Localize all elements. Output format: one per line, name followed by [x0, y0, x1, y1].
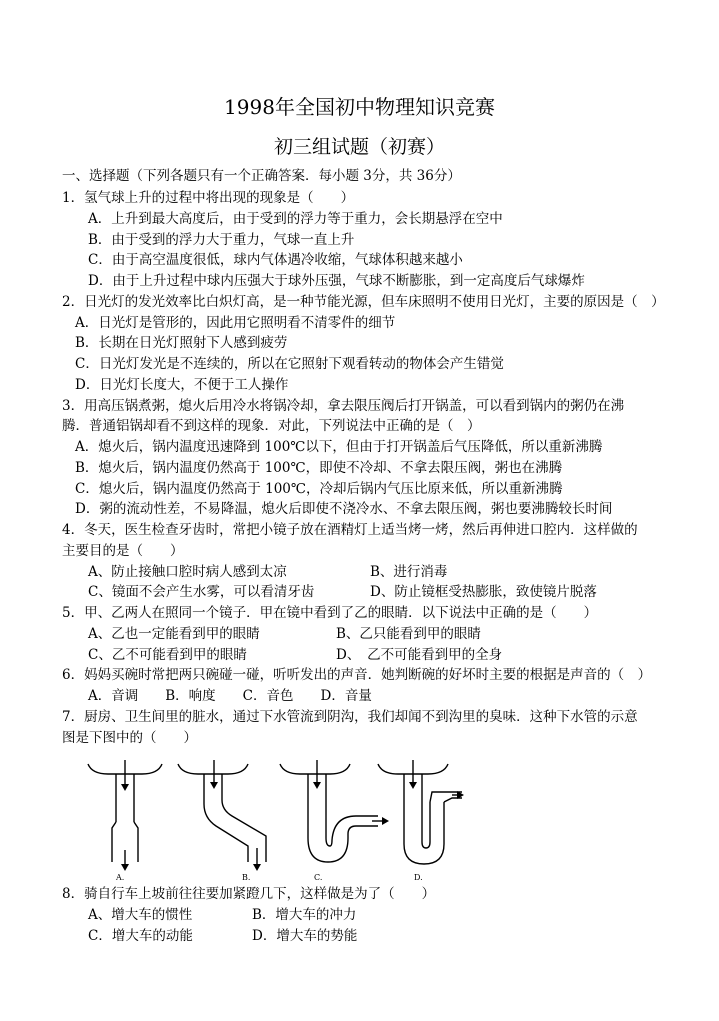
q2-option-a: A．日光灯是管形的，因此用它照明看不清零件的细节	[75, 315, 396, 331]
q2-stem: 2．日光灯的发光效率比白炽灯高，是一种节能光源，但车床照明不使用日光灯，主要的原因是（ ）	[62, 294, 665, 310]
q2-option-c: C．日光灯发光是不连续的，所以在它照射下观看转动的物体会产生错觉	[75, 356, 504, 372]
q7-stem-line1: 7．厨房、卫生间里的脏水，通过下水管流到阴沟，我们却闻不到沟里的臭味．这种下水管的示意	[62, 709, 638, 725]
q1-option-b: B．由于受到的浮力大于重力，气球一直上升	[88, 232, 355, 248]
q3-option-c: C．熄火后，锅内温度仍然高于 100℃，冷却后锅内气压比原来低，所以重新沸腾	[75, 481, 563, 497]
q8-option-a: A、增大车的惯性	[88, 907, 193, 923]
q5-option-d: D、 乙不可能看到甲的全身	[336, 647, 503, 663]
q4-option-d: D、防止镜框受热膨胀，致使镜片脱落	[370, 584, 597, 600]
q7-stem-line2: 图是下图中的（ ）	[62, 730, 197, 746]
q8-option-c: C．增大车的动能	[88, 928, 193, 944]
q1-option-c: C．由于高空温度很低，球内气体遇冷收缩，气球体积越来越小	[88, 252, 463, 268]
q8-stem: 8．骑自行车上坡前往往要加紧蹬几下，这样做是为了（ ）	[62, 886, 436, 902]
q3-option-d: D．粥的流动性差，不易降温，熄火后即使不浇冷水、不拿去限压阀，粥也要沸腾较长时间	[75, 501, 613, 517]
q5-option-c: C、乙不可能看到甲的眼睛	[88, 647, 247, 663]
q6-options: A．音调 B．响度 C．音色 D．音量	[88, 688, 372, 704]
q4-stem-line2: 主要目的是（ ）	[62, 543, 184, 559]
pipe-d-label: D.	[414, 873, 423, 882]
q4-option-b: B、进行消毒	[370, 564, 448, 580]
q3-option-a: A．熄火后，锅内温度迅速降到 100℃以下，但由于打开锅盖后气压降低，所以重新沸腾	[75, 439, 603, 455]
q3-stem-line1: 3．用高压锅煮粥，熄火后用冷水将锅冷却，拿去限压阀后打开锅盖，可以看到锅内的粥仍在沸	[62, 398, 625, 414]
q8-option-b: B．增大车的冲力	[252, 907, 357, 923]
pipe-b-label: B.	[242, 873, 251, 882]
q1-option-a: A．上升到最大高度后，由于受到的浮力等于重力，会长期悬浮在空中	[88, 211, 503, 227]
pipe-d	[378, 760, 464, 882]
q5-option-b: B、乙只能看到甲的眼睛	[336, 626, 481, 642]
page-subtitle: 初三组试题（初赛）	[273, 136, 445, 158]
q4-option-c: C、镜面不会产生水雾，可以看清牙齿	[88, 584, 315, 600]
q2-option-b: B．长期在日光灯照射下人感到疲劳	[75, 335, 288, 351]
q1-stem: 1．氢气球上升的过程中将出现的现象是（ ）	[62, 190, 355, 206]
q2-option-d: D．日光灯长度大，不便于工人操作	[75, 377, 289, 393]
pipe-a-label: A.	[116, 873, 125, 882]
pipe-b	[178, 760, 266, 882]
q5-option-a: A、乙也一定能看到甲的眼睛	[88, 626, 260, 642]
q4-stem-line1: 4．冬天，医生检查牙齿时，常把小镜子放在酒精灯上适当烤一烤，然后再伸进口腔内．这样做的	[62, 522, 638, 538]
q8-option-d: D．增大车的势能	[252, 928, 358, 944]
q3-stem-line2: 腾．普通铝锅却看不到这样的现象．对此，下列说法中正确的是（ ）	[62, 418, 481, 434]
pipe-a	[88, 760, 162, 882]
q1-option-d: D．由于上升过程中球内压强大于球外压强，气球不断膨胀，到一定高度后气球爆炸	[88, 273, 585, 289]
page-title: 1998年全国初中物理知识竞赛	[224, 95, 495, 119]
q6-stem: 6．妈妈买碗时常把两只碗碰一碰，听听发出的声音．她判断碗的好坏时主要的根据是声音的（ ）	[62, 667, 652, 683]
section-heading: 一、选择题（下列各题只有一个正确答案．每小题 3分，共 36分）	[62, 168, 461, 184]
pipe-c-label: C.	[314, 873, 323, 882]
q4-option-a: A、防止接触口腔时病人感到太凉	[88, 564, 287, 580]
drain-pipe-diagram	[86, 758, 466, 882]
q5-stem: 5．甲、乙两人在照同一个镜子．甲在镜中看到了乙的眼睛．以下说法中正确的是（ ）	[62, 605, 598, 621]
q3-option-b: B．熄火后，锅内温度仍然高于 100℃，即使不冷却、不拿去限压阀，粥也在沸腾	[75, 460, 563, 476]
pipe-c	[280, 760, 389, 882]
